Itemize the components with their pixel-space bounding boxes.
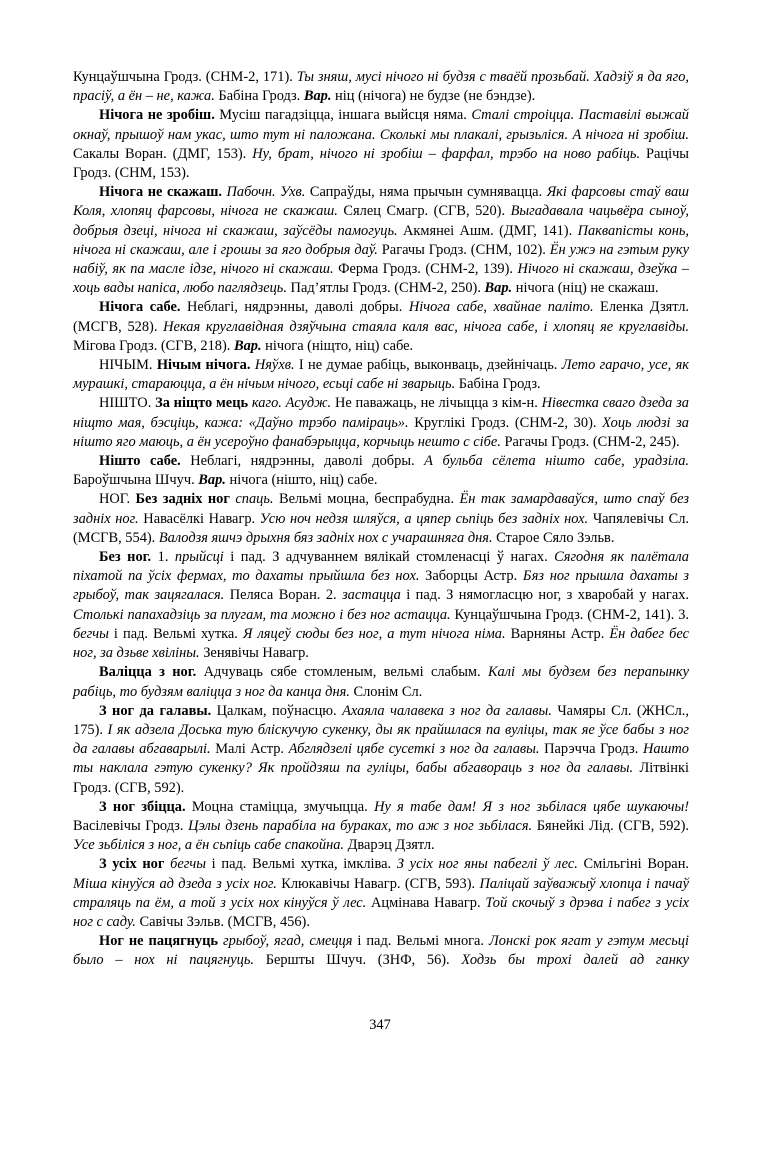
- entry-text: Сапраўды, няма прычын сумнявацца.: [305, 184, 547, 201]
- entry-text: нічога (нішто, ніц) сабе.: [225, 472, 378, 489]
- entry-text: Дварэц Дзятл.: [344, 837, 435, 854]
- dictionary-entry-paragraph: [73, 394, 689, 452]
- entry-text: Не паважаць, не лічыцца з кім-н.: [331, 395, 542, 412]
- entry-text: Вельмі моцна, беспрабудна.: [273, 491, 460, 508]
- entry-example: Нашто ты наклала гэтую сукенку? Як пройдзяш па гуліцы, бабы абгавораць з ног да галавы.: [73, 741, 689, 777]
- entry-example: Усю ноч недзя шляўся, а цяпер сьпіць без задніх нох.: [259, 510, 589, 527]
- dictionary-entry-paragraph: [73, 932, 689, 970]
- entry-text: і пад. Вельмі хутка, імкліва.: [205, 856, 397, 873]
- entry-text: Савічы Зэльв. (МСГВ, 456).: [135, 913, 310, 930]
- entry-text: Адчуваць сябе стомленым, вельмі слабым.: [196, 664, 488, 681]
- entry-text: Ацмінава Навагр.: [366, 894, 486, 911]
- entry-example: Усе зьбіліся з ног, а ён сьпіць сабе спакойна.: [73, 837, 344, 854]
- entry-example: Той скочыў з дрэва і пабег з усіх ног с саду.: [73, 894, 689, 930]
- entry-text: Чамяры Сл. (ЖНСл., 175).: [73, 702, 689, 738]
- entry-text: Круглікі Гродз. (СНМ-2, 30).: [408, 414, 603, 431]
- entry-example: Нічога сабе, хвайнае паліто.: [408, 299, 594, 316]
- entry-text: Бабіна Гродз.: [455, 376, 541, 393]
- entry-example: Няўхв.: [254, 357, 295, 374]
- entry-text: Мусіш пагадзіцца, іншага выйсця няма.: [214, 107, 472, 124]
- entry-headword: Без ног.: [99, 549, 152, 566]
- dictionary-entry-paragraph: [73, 663, 689, 701]
- entry-text: і пад. Вельмі многа.: [352, 933, 489, 950]
- entry-example: Ён дабег бес ног, за дзьве хвіліны.: [73, 625, 690, 662]
- entry-example: спаць.: [235, 491, 274, 508]
- entry-example: Лето гарачо, усе, як мурашкі, стараюцца, а ён нічым нічого, есьці сабе ні зварыць.: [73, 357, 689, 393]
- entry-text: Старое Сяло Зэльв.: [492, 529, 615, 546]
- dictionary-entry-paragraph: [73, 68, 689, 106]
- dictionary-entry-paragraph: [73, 798, 689, 856]
- entry-text: Васілевічы Гродз.: [73, 817, 189, 834]
- entry-example: Столькі папахадзіць за плугам, та можно і без ног астацца.: [73, 606, 451, 623]
- entry-example: бегчы: [73, 625, 109, 642]
- entry-example: бегчы: [170, 856, 206, 873]
- dictionary-entry-paragraph: [73, 855, 689, 932]
- entry-text: Неблагі, нядрэнны, даволі добры.: [180, 299, 409, 316]
- entry-text: І не думае рабіць, выконваць, дзейнічаць.: [294, 357, 562, 374]
- entry-headword: Нічым нічога.: [156, 357, 251, 374]
- page-number: 347: [369, 1017, 391, 1033]
- dictionary-entry-paragraph: [73, 452, 689, 490]
- entry-text: Пеляса Воран. 2.: [224, 587, 343, 604]
- entry-text: Малі Астр.: [210, 741, 289, 758]
- entry-example: Ён так замардаваўся, што спаў без задніх ног.: [73, 491, 689, 527]
- entry-headword: За ніщто мець: [155, 395, 249, 412]
- entry-example: Ахаяла чалавека з ног да галавы.: [342, 702, 552, 719]
- entry-example: Ну я табе дам! Я з ног зьбілася цябе шукаючы!: [374, 798, 689, 815]
- entry-example: Лонскі рок ягат у гэтум месьці было – нох ні пацягнуць.: [73, 933, 689, 969]
- entry-example: Бяз ног прышла дахаты з грыбоў, так зацягалася.: [73, 568, 690, 604]
- entry-text: Ферма Гродз. (СНМ-2, 139).: [333, 261, 518, 278]
- entry-text: Акмянеі Ашм. (ДМГ, 141).: [397, 222, 578, 239]
- entry-text: Сакалы Воран. (ДМГ, 153).: [73, 145, 253, 162]
- entry-example: Хоць людзі за нішто яго маюць, а ён усероўно фанабэрыцца, корчыць нешто с сібе.: [73, 414, 689, 450]
- variant-marker: Вар.: [303, 88, 332, 105]
- entry-text: Еленка Дзятл. (МСГВ, 528).: [73, 299, 689, 335]
- entry-example: Нівестка сваго дзеда за ніщто мая, бэсціць, кажа: «Даўно трэбо паміраць».: [73, 395, 689, 431]
- entry-example: З усіх ног яны пабеглі ў лес.: [396, 856, 578, 873]
- entry-text: Кунцаўшчына Гродз. (СНМ-2, 171).: [73, 69, 297, 85]
- entry-example: грыбоў, ягад, смецця: [223, 933, 353, 950]
- entry-text: НІЧЫМ.: [99, 357, 157, 374]
- entry-example: Паліцай заўважыў хлопца і пачаў страляць па ём, а той з усіх нох кінуўся ў лес.: [73, 875, 690, 911]
- entry-text: Рагачы Гродз. (СНМ, 102).: [377, 241, 550, 258]
- dictionary-entry-paragraph: [73, 702, 689, 798]
- entry-text: нічога (ніц) не скажаш.: [512, 280, 659, 297]
- entry-headword: З ног да галавы.: [99, 702, 212, 719]
- dictionary-entry-paragraph: [73, 548, 689, 663]
- dictionary-entry-paragraph: [73, 490, 689, 548]
- entry-text: Смільгіні Воран.: [577, 856, 689, 873]
- entry-text: Клюкавічы Навагр. (СГВ, 593).: [276, 875, 480, 892]
- entry-example: Сягодня як палётала піхатой па ўсіх фермах, то дахаты прыйшла без нох.: [73, 549, 689, 585]
- entry-text: ніц (нічога) не будзе (не бэндзе).: [331, 88, 536, 105]
- entry-text: НІШТО.: [99, 395, 156, 412]
- entry-example: Міша кінуўся ад дзеда з усіх ног.: [73, 875, 277, 892]
- dictionary-page-body: [73, 68, 689, 971]
- entry-example: каго. Асудж.: [251, 395, 332, 412]
- entry-headword: З ног збіцца.: [99, 798, 186, 815]
- entry-example: Паквапісты конь, нічога ні скажаш, але і грошы за яго добрыя даў.: [73, 222, 689, 258]
- entry-text: Чапялевічы Сл. (МСГВ, 554).: [73, 510, 689, 546]
- entry-example: Я ляцеў сюды без ног, а тут нічога німа.: [242, 625, 506, 642]
- entry-example: застацца: [342, 587, 401, 604]
- entry-headword: Ног не пацягнуць: [99, 933, 219, 950]
- entry-headword: Валіцца з ног.: [99, 664, 197, 681]
- entry-text: нічога (ніщто, ніц) сабе.: [261, 337, 414, 354]
- entry-example: Некая круглавідная дзяўчына стаяла каля вас, нічога сабе, і хлопяц яе круглавіды.: [163, 318, 689, 335]
- entry-example: Сталі строіцца. Паставілі выжай окнаў, прышоў нам укас, што тут ні паложана. Сколькі мы плакалі, грызьліся. А нічога ні зробіш.: [73, 107, 689, 143]
- entry-example: Які фарсовы стаў ваш Коля, хлопяц фарсовы, нічога не скажаш.: [73, 184, 690, 220]
- entry-text: Мігова Гродз. (СГВ, 218).: [73, 337, 234, 354]
- entry-text: Бароўшчына Шчуч.: [73, 472, 199, 489]
- entry-text: Бершты Шчуч. (ЗНФ, 56).: [254, 952, 462, 969]
- entry-text: Слонім Сл.: [349, 683, 423, 700]
- entry-text: Навасёлкі Навагр.: [138, 510, 260, 527]
- entry-example: Валодзя яшчэ дрыхня бяз задніх нох с учарашняга дня.: [158, 529, 493, 546]
- entry-text: Неблагі, нядрэнны, даволі добры.: [180, 453, 425, 470]
- entry-text: Сялец Смагр. (СГВ, 520).: [337, 203, 511, 220]
- variant-marker: Вар.: [233, 337, 262, 354]
- entry-text: Парэчча Гродз.: [539, 741, 643, 758]
- entry-text: Цалкам, поўнасцю.: [211, 702, 343, 719]
- entry-example: А бульба сёлета нішто сабе, урадзіла.: [424, 453, 690, 470]
- dictionary-entry-paragraph: [73, 356, 689, 394]
- entry-example: Ходзь бы трохі далей ад ганку: [461, 952, 689, 969]
- entry-text: Бянейкі Лід. (СГВ, 592).: [532, 817, 689, 834]
- entry-text: Рагачы Гродз. (СНМ-2, 245).: [500, 433, 680, 450]
- entry-text: Рацічы Гродз. (СНМ, 153).: [73, 145, 689, 182]
- entry-text: Кунцаўшчына Гродз. (СНМ-2, 141). 3.: [450, 606, 689, 623]
- entry-example: Абглядзелі цябе сусеткі з ног да галавы.: [288, 741, 540, 758]
- entry-example: Ты зняш, мусі нічого ні будзя с тваёй прозьбай. Хадзіў я да яго, прасіў, а ён – не, кажа.: [73, 69, 689, 105]
- entry-example: Ён ужэ на гэтым руку набіў, як па масле ідзе, нічого ні скажаш.: [73, 241, 689, 278]
- entry-text: Бабіна Гродз.: [214, 88, 304, 105]
- entry-text: 1.: [151, 549, 175, 566]
- entry-text: Моцна стаміцца, змучыцца.: [185, 798, 375, 815]
- variant-marker: Вар.: [198, 472, 226, 489]
- entry-text: і пад. Вельмі хутка.: [108, 625, 243, 642]
- dictionary-entries: [73, 68, 689, 971]
- entry-example: Ну, брат, нічого ні зробіш – фарфал, трэбо на ново рабіць.: [252, 145, 641, 162]
- entry-headword: Нічога не зробіш.: [99, 107, 215, 124]
- entry-example: Нічого ні скажаш, дзеўка – хоць вады напіса, любо паглядзець.: [73, 261, 689, 297]
- entry-headword: З усіх ног: [99, 856, 165, 873]
- entry-headword: Нішто сабе.: [99, 453, 181, 470]
- entry-example: Пабочн. Ухв.: [226, 184, 306, 201]
- entry-text: і пад. З адчуваннем вялікай стомленасці ў нагах.: [223, 549, 555, 566]
- entry-example: Калі мы будзем без перапынку рабіць, то будзям валіцца з ног да канца дня.: [73, 664, 689, 700]
- dictionary-entry-paragraph: [73, 106, 689, 183]
- entry-headword: Без задніх ног: [135, 491, 230, 508]
- entry-example: Цэлы дзень парабіла на бураках, то аж з ног зьбілася.: [188, 817, 533, 834]
- entry-example: І як адзела Доська тую бліскучую сукенку, ды як прайшлася па вуліцы, так яе ўсе бабы з ног да галавы абгаварылі.: [73, 721, 689, 758]
- dictionary-entry-paragraph: [73, 298, 689, 356]
- entry-text: Пад’ятлы Гродз. (СНМ-2, 250).: [286, 280, 485, 297]
- entry-headword: Нічога не скажаш.: [99, 184, 222, 201]
- entry-example: Выгадавала чацьвёра сыноў, добрыя дзеці, нічога ні скажаш, заўсёды памогуць.: [73, 203, 689, 239]
- entry-text: Варняны Астр.: [505, 625, 610, 642]
- entry-text: Літвінкі Гродз. (СГВ, 592).: [73, 760, 689, 796]
- entry-text: Заборцы Астр.: [419, 568, 523, 585]
- entry-text: Зенявічы Навагр.: [199, 645, 309, 662]
- entry-example: прыйсці: [174, 549, 224, 566]
- entry-text: НОГ.: [99, 491, 136, 508]
- dictionary-entry-paragraph: [73, 183, 689, 298]
- variant-marker: Вар.: [484, 280, 513, 297]
- entry-headword: Нічога сабе.: [99, 299, 181, 316]
- entry-text: і пад. З нямоглаcцю ног, з хваробай у нагах.: [400, 587, 690, 604]
